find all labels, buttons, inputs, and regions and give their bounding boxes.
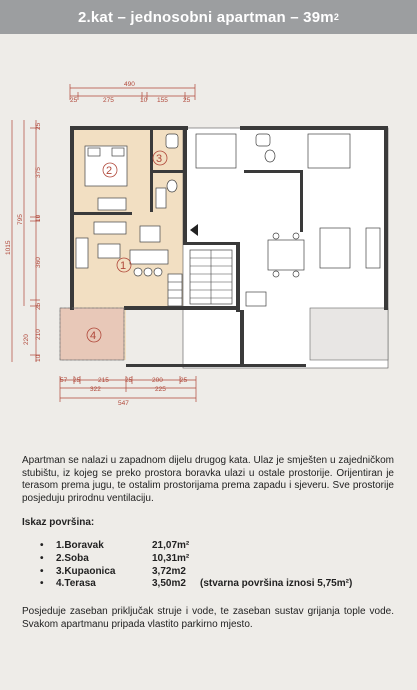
dim-left-h: 10 (35, 354, 42, 362)
area-list (40, 540, 400, 591)
dim-top-a: 25 (70, 97, 78, 104)
top-dimensions (70, 81, 195, 104)
dim-bottom-e: 200 (152, 377, 163, 384)
dim-bottom-a: 57 (60, 377, 68, 384)
area-name: 1.Boravak (56, 540, 104, 551)
area-name: 2.Soba (56, 552, 89, 564)
floor-plan (0, 60, 417, 425)
bullet: • (40, 565, 44, 577)
bullet: • (40, 578, 44, 590)
dim-top-c: 10 (140, 97, 148, 104)
dim-bottom-f: 25 (180, 377, 188, 384)
room-number-1: 1 (120, 260, 127, 272)
bullet: • (40, 552, 44, 564)
dim-left-b: 375 (35, 167, 42, 178)
dim-bottom-c: 215 (98, 377, 109, 384)
dim-top-d: 155 (157, 97, 168, 104)
area-heading: Iskaz površina: (22, 517, 95, 528)
area-value: 3,50m2 (152, 578, 186, 590)
page-title-sup: 2 (333, 12, 340, 22)
footer-text: Posjeduje zaseban priključak struje i vode, te zaseban sustav grijanja tople vode. Svakom apartmanu pripada vlastito parkirno mjesto. (22, 606, 394, 630)
dim-bottom-b: 25 (73, 377, 81, 384)
bullet: • (40, 540, 44, 551)
stairwell (190, 250, 232, 304)
dim-bottom-d: 25 (125, 377, 133, 384)
dim-left-c: 10 (35, 214, 42, 222)
dim-left-f: 210 (35, 329, 42, 340)
left-dimensions (5, 120, 42, 362)
list-item (40, 578, 400, 591)
area-note: (stvarna površina iznosi 5,75m²) (200, 578, 353, 590)
room-number-3: 3 (156, 153, 163, 165)
area-value: 3,72m2 (152, 565, 186, 577)
dim-left-sub: 795 (17, 214, 24, 225)
page-title: 2.kat – jednosobni apartman – 39m (77, 8, 334, 26)
area-name: 4.Terasa (56, 578, 96, 590)
area-value: 21,07m² (152, 540, 190, 551)
dim-top-b: 275 (103, 97, 114, 104)
dim-top-total: 490 (124, 81, 135, 88)
description-text: Apartman se nalazi u zapadnom dijelu drugog kata. Ulaz je smješten u zajedničkom stubištu, iz kojeg se preko prostora boravka ulazi u ostale prostorije. Orijentiran je terasom prema jugu, te ostalim prostorijama prema zapadu i sjeveru. Sve prostorije posjeduju prirodnu ventilaciju. (22, 455, 394, 504)
dim-bottom-total: 547 (118, 400, 129, 407)
list-item (40, 540, 400, 553)
area-value: 10,31m² (152, 552, 190, 564)
dim-top-e: 25 (183, 97, 191, 104)
list-item (40, 566, 400, 579)
dim-left-d: 360 (35, 257, 42, 268)
area-name: 3.Kupaonica (56, 565, 116, 577)
dim-bottom-h: 225 (155, 386, 166, 393)
bottom-dimensions (60, 376, 196, 407)
list-item (40, 553, 400, 566)
dim-left-g: 220 (23, 334, 30, 345)
dim-bottom-g: 322 (90, 386, 101, 393)
dim-left-total: 1015 (5, 240, 12, 255)
room-number-4: 4 (90, 330, 97, 342)
page-title-bar (0, 0, 417, 34)
dim-left-a: 25 (35, 122, 42, 130)
dim-left-e: 25 (35, 302, 42, 310)
room-number-2: 2 (106, 165, 113, 177)
